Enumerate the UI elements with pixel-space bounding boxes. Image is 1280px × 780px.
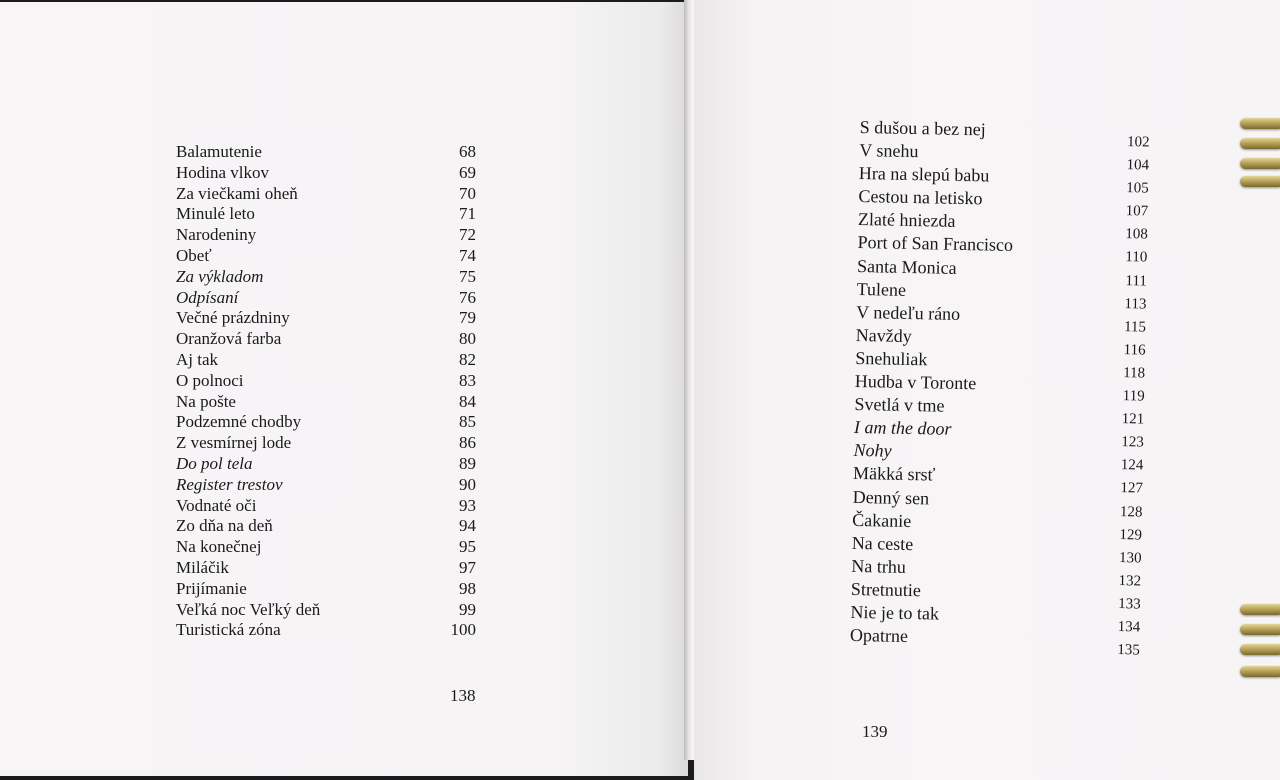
toc-entry bbox=[176, 600, 476, 621]
toc-entry bbox=[176, 163, 476, 184]
toc-entry-page-number: 108 bbox=[1125, 226, 1148, 243]
toc-entry-page-number: 115 bbox=[1123, 318, 1147, 336]
toc-entry bbox=[176, 371, 476, 392]
toc-entry-title: Hodina vlkov bbox=[176, 162, 270, 182]
toc-entry-title: Hra na slepú babu bbox=[858, 163, 990, 186]
toc-entry bbox=[176, 142, 476, 163]
toc-entry-title: Navždy bbox=[855, 324, 912, 346]
binding-clip-icon bbox=[1240, 624, 1280, 635]
toc-entry-page-number: 76 bbox=[459, 287, 476, 307]
binding-clip-icon bbox=[1240, 644, 1280, 655]
toc-entry bbox=[176, 620, 476, 641]
toc-entry-page-number: 89 bbox=[459, 453, 476, 473]
toc-entry-title: Balamutenie bbox=[176, 142, 262, 161]
toc-entry-page-number: 111 bbox=[1125, 272, 1148, 290]
toc-entry-page-number: 124 bbox=[1120, 457, 1144, 474]
toc-entry-title: Veľká noc Veľký deň bbox=[176, 599, 321, 619]
toc-entry-title: Hudba v Toronte bbox=[854, 370, 977, 394]
toc-entry-title: V nedeľu ráno bbox=[856, 301, 961, 324]
binding-clip-bottom bbox=[1240, 598, 1280, 688]
toc-entry-title: I am the door bbox=[853, 417, 952, 440]
toc-entry-title: Za viečkami oheň bbox=[176, 183, 298, 203]
toc-entry-page-number: 95 bbox=[459, 537, 476, 557]
toc-entry-page-number: 105 bbox=[1126, 180, 1149, 197]
toc-entry-page-number: 86 bbox=[459, 433, 476, 453]
toc-entry bbox=[176, 558, 476, 579]
toc-entry-page-number: 118 bbox=[1123, 365, 1146, 382]
toc-entry-page-number: 90 bbox=[459, 474, 476, 494]
toc-entry-page-number: 110 bbox=[1125, 249, 1148, 267]
toc-entry-title: Narodeniny bbox=[176, 225, 257, 245]
toc-entry bbox=[176, 537, 476, 558]
toc-entry-page-number: 70 bbox=[459, 183, 476, 203]
toc-entry-title: Na ceste bbox=[851, 532, 914, 554]
toc-entry-title: Opatrne bbox=[849, 624, 909, 647]
toc-entry-page-number: 134 bbox=[1117, 619, 1141, 636]
toc-entry-page-number: 104 bbox=[1126, 157, 1150, 174]
toc-entry-title: Zlaté hniezda bbox=[857, 209, 956, 232]
toc-entry bbox=[176, 475, 476, 496]
toc-entry bbox=[176, 204, 476, 225]
binding-clip-top bbox=[1240, 112, 1280, 192]
toc-entry-page-number: 100 bbox=[450, 620, 476, 640]
toc-entry bbox=[176, 225, 476, 246]
toc-entry-title: Aj tak bbox=[176, 349, 219, 369]
toc-entry-page-number: 80 bbox=[459, 329, 476, 349]
toc-entry-title: Do pol tela bbox=[176, 453, 253, 473]
binding-clip-icon bbox=[1240, 158, 1280, 169]
binding-clip-icon bbox=[1240, 138, 1280, 149]
toc-entry bbox=[176, 246, 476, 267]
toc-entry-title: Odpísaní bbox=[176, 287, 239, 307]
toc-entry bbox=[176, 350, 476, 371]
toc-entry bbox=[176, 579, 476, 600]
toc-entry-page-number: 84 bbox=[459, 391, 476, 411]
toc-entry bbox=[176, 288, 476, 309]
toc-entry bbox=[176, 267, 476, 288]
binding-clip-icon bbox=[1240, 118, 1280, 129]
toc-entry-title: Nie je to tak bbox=[850, 601, 940, 624]
left-page-number: 138 bbox=[450, 686, 476, 705]
toc-entry-title: Prijímanie bbox=[176, 578, 247, 598]
toc-entry-page-number: 79 bbox=[459, 308, 476, 328]
toc-entry-title: Tulene bbox=[856, 278, 907, 300]
toc-entry-title: O polnoci bbox=[176, 370, 244, 390]
toc-entry-page-number: 113 bbox=[1124, 295, 1147, 313]
toc-entry-page-number: 123 bbox=[1121, 434, 1144, 451]
toc-entry-page-number: 71 bbox=[459, 204, 476, 224]
toc-entry-title: Nohy bbox=[853, 440, 892, 461]
toc-entry-title: Obeť bbox=[176, 245, 212, 265]
toc-entry-title: Na konečnej bbox=[176, 537, 262, 557]
toc-entry-title: V snehu bbox=[859, 140, 919, 162]
toc-entry-page-number: 75 bbox=[459, 266, 476, 286]
toc-entry bbox=[176, 308, 476, 329]
toc-entry-page-number: 130 bbox=[1118, 549, 1142, 567]
toc-entry-page-number: 119 bbox=[1122, 388, 1145, 405]
toc-entry-page-number: 107 bbox=[1125, 203, 1149, 220]
toc-entry-page-number: 94 bbox=[459, 516, 476, 536]
toc-entry bbox=[176, 496, 476, 517]
toc-entry-page-number: 72 bbox=[459, 225, 476, 245]
toc-entry-page-number: 135 bbox=[1117, 642, 1140, 659]
toc-entry-title: Za výkladom bbox=[176, 266, 264, 286]
toc-entry bbox=[176, 329, 476, 350]
toc-entry-title: Santa Monica bbox=[856, 255, 957, 278]
toc-entry bbox=[176, 184, 476, 205]
toc-entry-page-number: 93 bbox=[459, 495, 476, 515]
toc-entry-title: Vodnaté oči bbox=[176, 495, 257, 515]
toc-entry-title: Na pošte bbox=[176, 391, 236, 411]
toc-entry-page-number: 98 bbox=[459, 578, 476, 598]
binding-clip-icon bbox=[1240, 176, 1280, 187]
toc-entry-title: Cestou na letisko bbox=[858, 186, 983, 209]
toc-entry-title: Z vesmírnej lode bbox=[176, 433, 292, 453]
toc-entry-title: Svetlá v tme bbox=[854, 394, 945, 416]
toc-entry-title: Čakanie bbox=[852, 509, 912, 531]
right-page-number: 139 bbox=[862, 722, 888, 741]
toc-entry-page-number: 82 bbox=[459, 349, 476, 369]
toc-entry-title: Mäkká srsť bbox=[852, 463, 936, 485]
toc-entry-title: Podzemné chodby bbox=[176, 412, 302, 432]
toc-entry-page-number: 127 bbox=[1120, 480, 1144, 497]
toc-entry-title: Zo dňa na deň bbox=[176, 516, 273, 536]
toc-entry-page-number: 132 bbox=[1118, 572, 1142, 590]
left-table-of-contents bbox=[176, 142, 476, 641]
toc-entry-title: Port of San Francisco bbox=[857, 232, 1014, 256]
toc-entry-page-number: 133 bbox=[1118, 595, 1141, 613]
toc-entry-title: Denný sen bbox=[852, 486, 930, 508]
toc-entry-page-number: 121 bbox=[1121, 411, 1145, 428]
toc-entry-title: Oranžová farba bbox=[176, 329, 282, 349]
toc-entry-page-number: 99 bbox=[459, 599, 476, 619]
toc-entry-title: Stretnutie bbox=[850, 578, 922, 601]
toc-entry-title: Register trestov bbox=[176, 474, 283, 494]
toc-entry-page-number: 102 bbox=[1126, 134, 1150, 151]
toc-entry-title: Turistická zóna bbox=[176, 620, 281, 640]
toc-entry-title: Večné prázdniny bbox=[176, 308, 290, 328]
toc-entry-page-number: 116 bbox=[1123, 341, 1146, 359]
toc-entry-page-number: 68 bbox=[459, 142, 476, 161]
toc-entry-page-number: 129 bbox=[1119, 526, 1143, 544]
toc-entry bbox=[176, 412, 476, 433]
toc-entry bbox=[176, 392, 476, 413]
binding-clip-icon bbox=[1240, 666, 1280, 677]
toc-entry bbox=[176, 516, 476, 537]
toc-entry-title: S dušou a bez nej bbox=[859, 116, 986, 140]
toc-entry-page-number: 128 bbox=[1119, 503, 1143, 520]
right-table-of-contents bbox=[849, 116, 1150, 659]
toc-entry bbox=[176, 454, 476, 475]
toc-entry-page-number: 85 bbox=[459, 412, 476, 432]
toc-entry-title: Minulé leto bbox=[176, 204, 255, 224]
toc-entry-page-number: 83 bbox=[459, 370, 476, 390]
toc-entry bbox=[176, 433, 476, 454]
toc-entry-page-number: 74 bbox=[459, 245, 476, 265]
toc-entry-page-number: 97 bbox=[459, 557, 476, 577]
toc-entry-title: Na trhu bbox=[851, 555, 907, 577]
toc-entry-title: Snehuliak bbox=[855, 347, 928, 370]
binding-clip-icon bbox=[1240, 604, 1280, 615]
toc-entry-page-number: 69 bbox=[459, 162, 476, 182]
toc-entry-title: Miláčik bbox=[176, 557, 229, 577]
